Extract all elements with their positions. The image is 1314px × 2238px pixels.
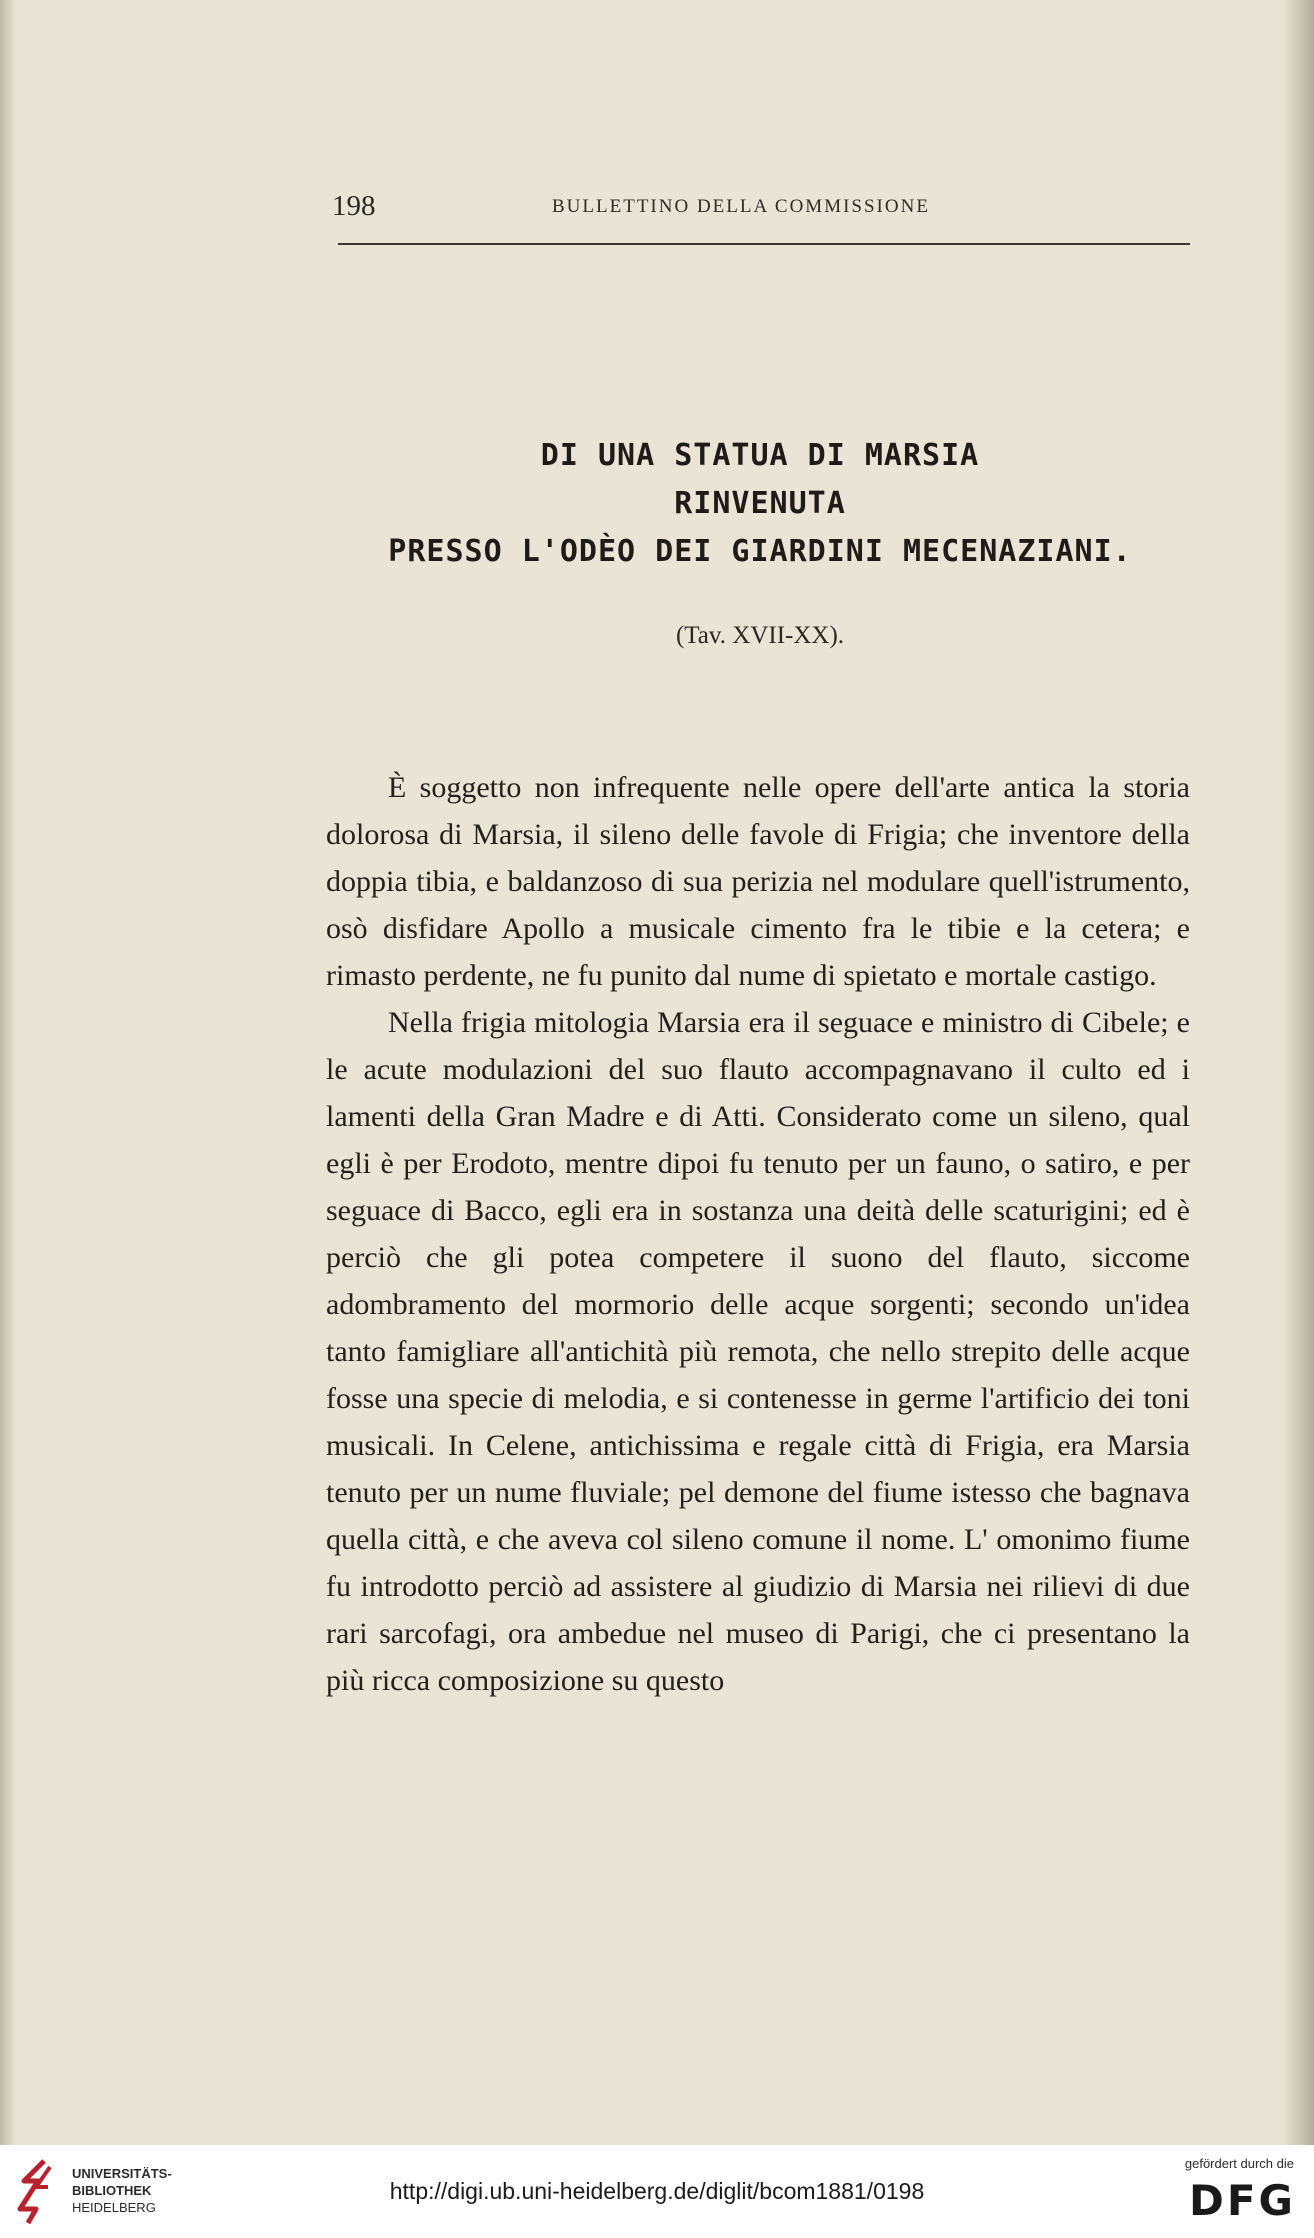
footer-bar <box>0 2145 1314 2238</box>
article-body <box>326 764 1190 1704</box>
library-name-line-3: HEIDELBERG <box>72 2200 156 2215</box>
article-title <box>330 432 1190 576</box>
page-number: 198 <box>332 190 376 222</box>
funder-note: gefördert durch die <box>1184 2156 1294 2171</box>
header-rule <box>338 243 1190 245</box>
paragraph-2: Nella frigia mitologia Marsia era il seguace e ministro di Cibele; e le acute modulazioni del suo flauto accompagnavano il culto ed i lamenti della Gran Madre e di Atti. Considerato come un sileno, qual egli è per Erodoto, mentre dipoi fu tenuto per un fauno, o satiro, e per seguace di Bacco, egli era in sostanza una deità delle scaturigini; ed è perciò che gli potea competere il suono del flauto, siccome adombramento del mormorio delle acque sorgenti; secondo un'idea tanto famigliare all'antichità più remota, che nello strepito delle acque fosse una specie di melodia, e si contenesse in germe l'artificio dei toni musicali. In Celene, antichissima e regale città di Frigia, era Marsia tenuto per un nume fluviale; pel demone del fiume istesso che bagnava quella città, e che aveva col sileno comune il nome. L' omonimo fiume fu introdotto perciò ad assistere al giudizio di Marsia nei rilievi di due rari sarcofagi, ora ambedue nel museo di Parigi, che ci presentano la più ricca composizione su questo <box>326 1006 1190 1697</box>
permalink-url[interactable]: http://digi.ub.uni-heidelberg.de/diglit/bcom1881/0198 <box>389 2178 925 2204</box>
plates-reference: (Tav. XVII-XX). <box>675 622 845 649</box>
title-line-1: DI UNA STATUA DI MARSIA <box>540 438 980 473</box>
running-head <box>332 190 1188 230</box>
journal-title: BULLETTINO DELLA COMMISSIONE <box>552 196 930 217</box>
title-line-3: PRESSO L'ODÈO DEI GIARDINI MECENAZIANI. <box>388 534 1132 569</box>
library-name-line-1: UNIVERSITÄTS- <box>72 2166 172 2181</box>
title-line-2: RINVENUTA <box>674 486 846 521</box>
dfg-logo: DFG <box>1188 2176 1296 2225</box>
library-name-line-2: BIBLIOTHEK <box>72 2183 152 2198</box>
paragraph-1: È soggetto non infrequente nelle opere dell'arte antica la storia dolorosa di Marsia, il sileno delle favole di Frigia; che inventore della doppia tibia, e baldanzoso di sua perizia nel modulare quell'istrumento, osò disfidare Apollo a musicale cimento fra le tibie e la cetera; e rimasto perdente, ne fu punito dal nume di spietato e mortale castigo. <box>326 771 1190 992</box>
